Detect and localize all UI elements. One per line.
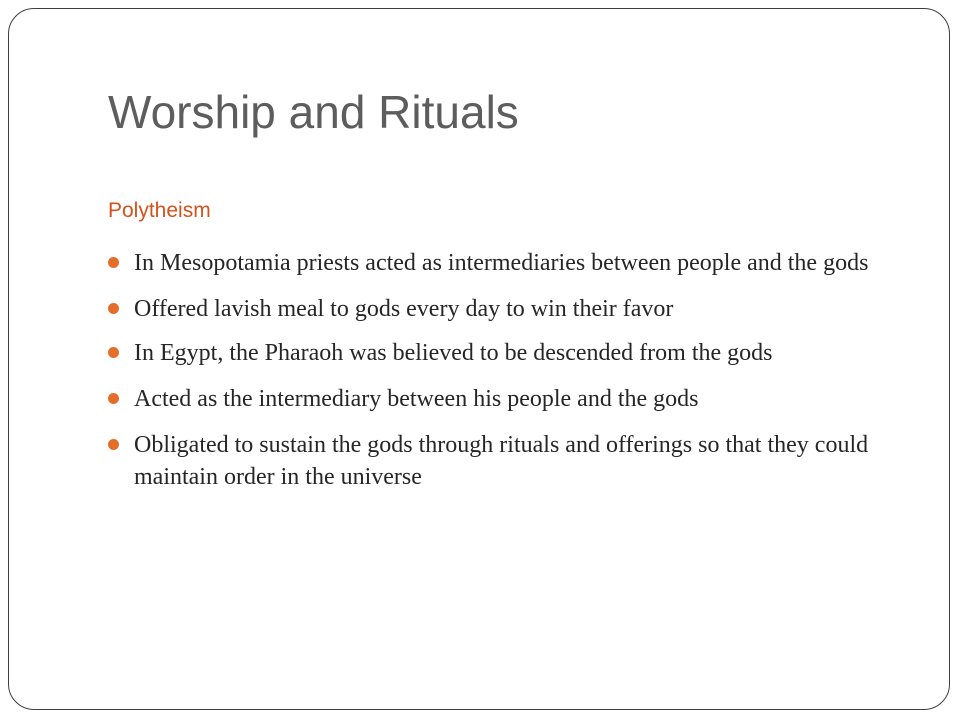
bullet-dot-icon <box>108 257 119 268</box>
bullet-text: Obligated to sustain the gods through rituals and offerings so that they could maintain order in the universe <box>134 432 869 490</box>
bullet-text: Acted as the intermediary between his people and the gods <box>134 386 699 412</box>
bullet-item <box>108 247 908 279</box>
slide-subtitle: Polytheism <box>108 199 211 222</box>
bullet-item <box>108 293 908 325</box>
bullet-text: In Mesopotamia priests acted as intermediaries between people and the gods <box>134 250 869 276</box>
bullet-dot-icon <box>108 303 119 314</box>
bullet-dot-icon <box>108 393 119 404</box>
bullet-text: In Egypt, the Pharaoh was believed to be descended from the gods <box>134 340 773 366</box>
bullet-list <box>108 247 908 507</box>
bullet-item <box>108 383 908 415</box>
bullet-dot-icon <box>108 439 119 450</box>
slide-title: Worship and Rituals <box>108 86 519 138</box>
bullet-dot-icon <box>108 347 119 358</box>
bullet-item <box>108 337 908 369</box>
bullet-text: Offered lavish meal to gods every day to win their favor <box>134 296 674 322</box>
bullet-item <box>108 429 908 493</box>
